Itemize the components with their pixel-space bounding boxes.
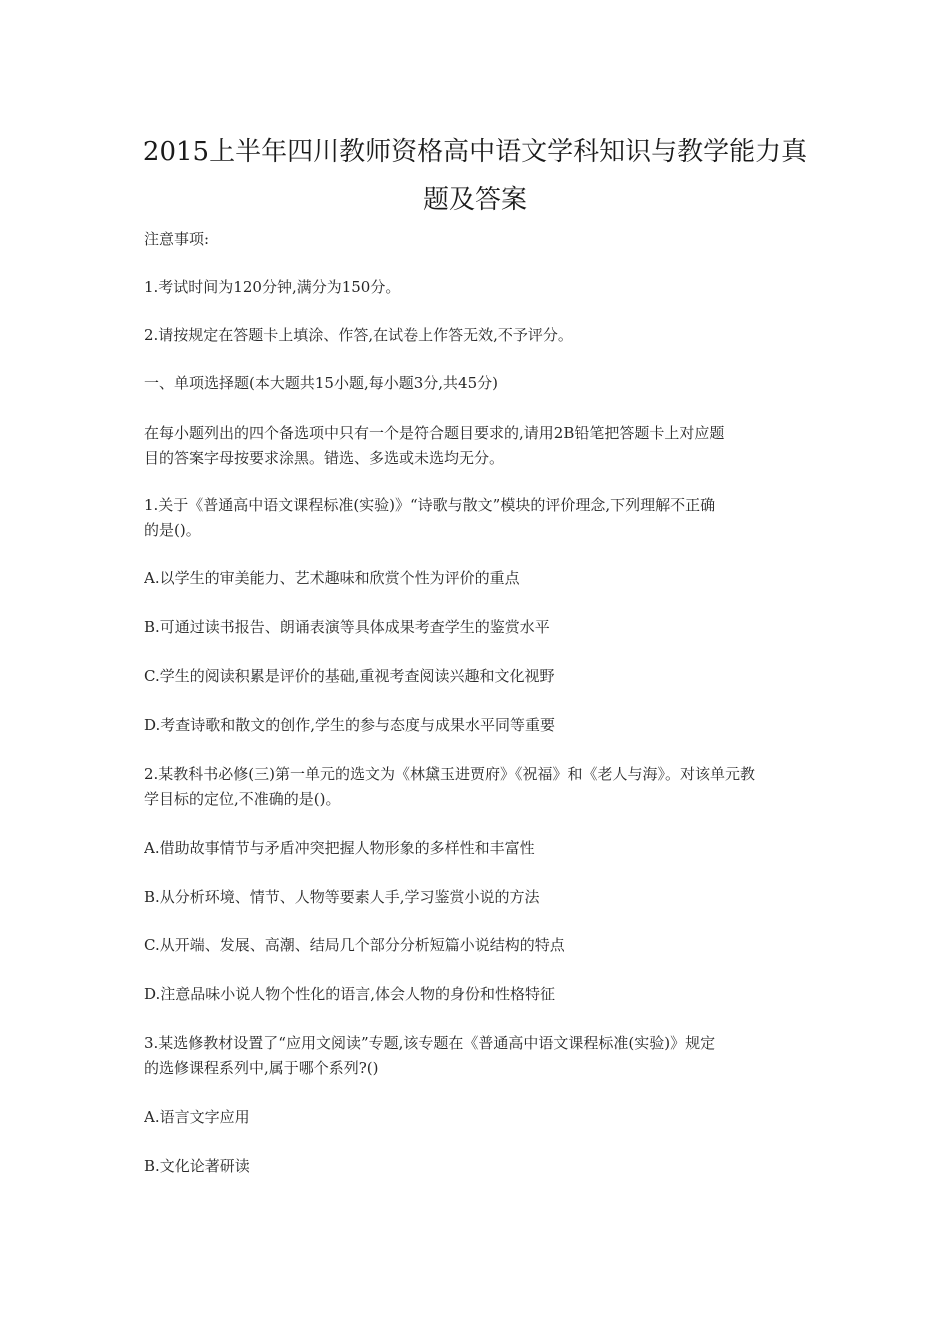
question-2-stem-line-2: 学目标的定位,不准确的是()。 [144,790,341,808]
section-heading: 一、单项选择题(本大题共15小题,每小题3分,共45分) [144,374,498,392]
instruction-line-1: 在每小题列出的四个备选项中只有一个是符合题目要求的,请用2B铅笔把答题卡上对应题 [144,424,725,442]
instruction-line-2: 目的答案字母按要求涂黑。错选、多选或未选均无分。 [144,449,505,467]
notice-item-2: 2.请按规定在答题卡上填涂、作答,在试卷上作答无效,不予评分。 [144,326,573,344]
question-2-option-c: C.从开端、发展、高潮、结局几个部分分析短篇小说结构的特点 [144,936,565,954]
question-1-stem-line-1: 1.关于《普通高中语文课程标准(实验)》“诗歌与散文”模块的评价理念,下列理解不正确 [144,496,716,514]
question-2-option-b: B.从分析环境、情节、人物等要素人手,学习鉴赏小说的方法 [144,888,540,906]
question-1-option-c: C.学生的阅读积累是评价的基础,重视考查阅读兴趣和文化视野 [144,667,555,685]
question-2-option-a: A.借助故事情节与矛盾冲突把握人物形象的多样性和丰富性 [144,839,535,857]
document-title-line-1: 2015上半年四川教师资格高中语文学科知识与教学能力真 [142,137,808,167]
question-3-stem-line-2: 的选修课程系列中,属于哪个系列?() [144,1059,379,1077]
question-2-stem-line-1: 2.某教科书必修(三)第一单元的选文为《林黛玉进贾府》《祝福》和《老人与海》。对该单元教 [144,765,756,783]
question-1-stem-line-2: 的是()。 [144,521,201,539]
question-1-option-d: D.考查诗歌和散文的创作,学生的参与态度与成果水平同等重要 [144,716,556,734]
question-1-option-b: B.可通过读书报告、朗诵表演等具体成果考查学生的鉴赏水平 [144,618,550,636]
question-2-option-d: D.注意品味小说人物个性化的语言,体会人物的身份和性格特征 [144,985,556,1003]
question-3-option-a: A.语言文字应用 [144,1108,250,1126]
question-3-option-b: B.文化论著研读 [144,1157,250,1175]
question-3-stem-line-1: 3.某选修教材设置了“应用文阅读”专题,该专题在《普通高中语文课程标准(实验)》规定 [144,1034,716,1052]
question-1-option-a: A.以学生的审美能力、艺术趣味和欣赏个性为评价的重点 [144,569,520,587]
document-title-line-2: 题及答案 [422,185,527,215]
notice-heading: 注意事项: [144,230,210,248]
notice-item-1: 1.考试时间为120分钟,满分为150分。 [144,278,401,296]
